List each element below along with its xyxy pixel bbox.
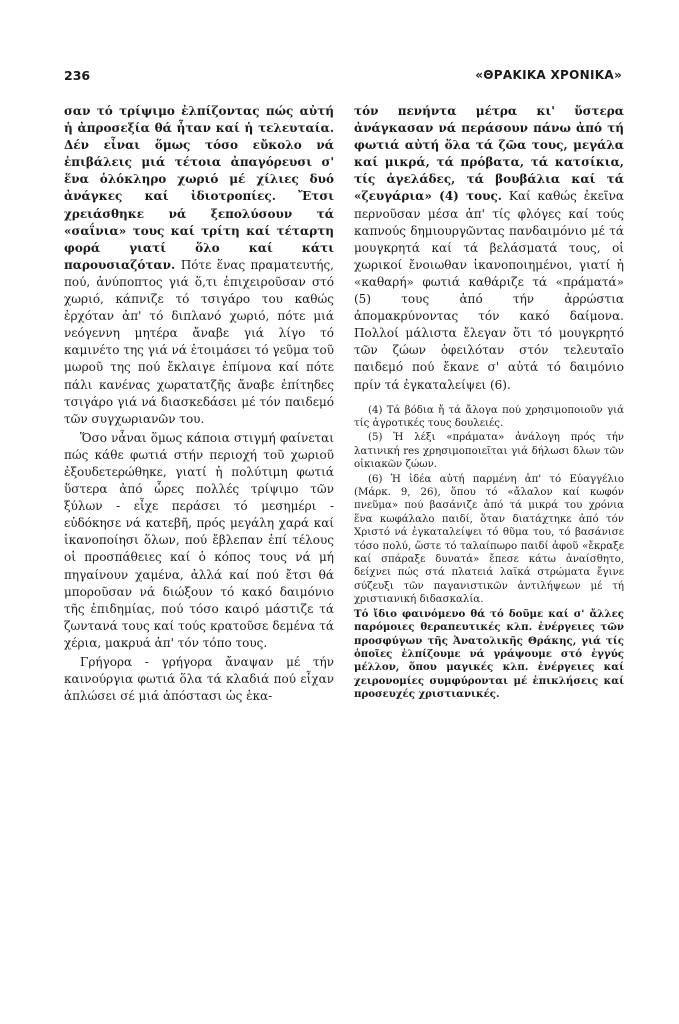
page-header xyxy=(64,68,622,88)
footnote-6-continued: Τό ἴδιο φαινόμενο θά τό δοῦμε καί σ' ἄλλες παρόμοιες θεραπευτικές κλπ. ἐνέργειες τῶν προσφύγων τῆς Ἀνατολικῆς Θράκης, γιά τίς ὁποῖες ἐλπίζουμε νά γράψουμε στό ἐγγύς μέλλον, ὅπου μαγικές κλπ. ἐνέργειες καί χειρονομίες συμφύρονται μέ ἐπικλήσεις καί προσευχές χριστιανικές. xyxy=(354,607,624,701)
right-column xyxy=(354,103,624,702)
paragraph-text: Πότε ἕνας πραματευτής, πού, ἀνύποπτος γιά ὅ,τι ἐπιχειροῦσαν στό χωριό, κάπνιζε τό τσιγάρο του καθώς ἐρχόταν ἀπ' τό διπλανό χωριό, πότε μιά νεόγεννη μητέρα ἄναβε γιά λίγο τό καμινέτο της γιά νά ἑτοιμάσει τό γεῦμα τοῦ μωροῦ της πού ἔκλαιγε ἐπίμονα καί πότε πάλι κανένας χωρατατζῆς ἄναβε ἐπίτηδες τσιγάρο γιά νά διασκεδάσει μέ τόν παιδεμό τῶν συγχωριανῶν του. xyxy=(64,257,334,426)
running-head: «ΘΡΑΚΙΚΑ ΧΡΟΝΙΚΑ» xyxy=(475,68,622,82)
left-column xyxy=(64,103,334,705)
page-number: 236 xyxy=(64,68,91,83)
paragraph-text: τόν πενήντα μέτρα κι' ὕστερα ἀνάγκασαν νά περάσουν πάνω ἀπό τή φωτιά αὐτή ὅλα τά ζῶα τους, μεγάλα καί μικρά, τά πρόβατα, τά κατσίκια, τίς ἀγελάδες, τά βουβάλια καί τά «ζευγάρια» (4) τους. xyxy=(354,104,624,204)
footnotes xyxy=(354,404,624,702)
paragraph xyxy=(354,103,624,394)
footnote-6: (6) Ἡ ἰδέα αὐτή παρμένη ἀπ' τό Εὐαγγέλιο (Μάρκ. 9, 26), ὅπου τό «ἄλαλον καί κωφόν πνεῦμα» πού βασάνιζε ἀπό τά μικρά του χρόνια ἕνα κωφάλαλο παιδί, ὅταν διατάχτηκε ἀπό τόν Χριστό νά ἐγκαταλείψει τό θῦμα του, τό βασάνισε τόσο πολύ, ὥστε τό ταλαίπωρο παιδί ἀφοῦ «ἔκραξε καί σπάραξε δυνατά» ἔπεσε κάτω ἀναίσθητο, δείχνει πώς στά πλατειά λαϊκά στρώματα ἔγινε σύζευξι τῶν παγανιστικῶν ἀντιλήψεων μέ τή χριστιανική διδασκαλία. xyxy=(354,473,624,606)
paragraph-text: σαν τό τρίψιμο ἐλπίζοντας πώς αὐτή ἡ ἀπροσεξία θά ἦταν καί ἡ τελευταία. Δέν εἶναι ὅμως τόσο εὔκολο νά ἐπιβάλεις μιά τέτοια ἀπαγόρευσι σ' ἕνα ὁλόκληρο χωριό μέ χίλιες δυό ἀνάγκες καί ἰδιοτροπίες. Ἔτσι χρειάσθηκε νά ξεπολύσουν τά «σαΐνια» τους καί τρίτη καί τέταρτη φορά γιατί ὅλο καί κάτι παρουσιαζόταν. xyxy=(64,104,334,272)
paragraph: Ὅσο νἆναι ὅμως κάποια στιγμή φαίνεται πώς κάθε φωτιά στήν περιοχή τοῦ χωριοῦ ἐξουδετερώθηκε, γιατί ἡ πολύτιμη φωτιά ὕστερα ἀπό ὧρες πολλές τρίψιμο τῶν ξύλων - εἶχε περάσει τό μεσημέρι - εὐδόκησε νά κατεβῆ, πρός μεγάλη χαρά καί ἱκανοποίησι ὅλων, πού ἔβλεπαν ἐπί τέλους οἱ προσπάθειες καί ὁ κόπος τους νά μή πηγαίνουν χαμένα, ἀλλά καί πού ἔτσι θά μποροῦσαν νά διώξουν τό κακό δαιμόνιο τῆς ἐπιδημίας, πού τόσο καιρό μάστιζε τά ζωντανά τους καί τούς κρατοῦσε δεμένα τά χέρια, μακρυά ἀπ' τόν τόπο τους. xyxy=(64,430,334,650)
paragraph xyxy=(64,103,334,428)
footnote-4: (4) Τά βόδια ἤ τά ἄλογα πού χρησιμοποιοῦν γιά τίς ἀγροτικές τους δουλειές. xyxy=(354,404,624,429)
paragraph-text: Καί καθώς ἐκεῖνα περνοῦσαν μέσα ἀπ' τίς φλόγες καί τούς καπνούς δημιουργῶντας πανδαιμόνιο μέ τά μουγκρητά καί τά βελάσματά τους, οἱ χωρικοί ἔνοιωθαν ἱκανοποιημένοι, γιατί ἡ «καθαρή» φωτιά καθάριζε τά «πράματά» (5) τους ἀπό τήν ἀρρώστια ἀπομακρύνοντας τόν κακό δαίμονα. Πολλοί μάλιστα ἔλεγαν ὅτι τό μουγκρητό τῶν ζώων ὀφειλόταν στόν τελευταῖο παιδεμό πού ἔκανε σ' αὐτά τό δαιμόνιο πρίν τά ἐγκαταλείψει (6). xyxy=(354,189,624,392)
paragraph: Γρήγορα - γρήγορα ἄναψαν μέ τήν καινούργια φωτιά ὅλα τά κλαδιά πού εἶχαν ἁπλώσει σέ μιά ἀπόστασι ὡς ἑκα- xyxy=(64,655,334,704)
footnote-5: (5) Ἡ λέξι «πράματα» ἀνάλογη πρός τήν λατινική res χρησιμοποιεῖται γιά δήλωσι δλων τῶν οἰκιακῶν ζώων. xyxy=(354,432,624,471)
